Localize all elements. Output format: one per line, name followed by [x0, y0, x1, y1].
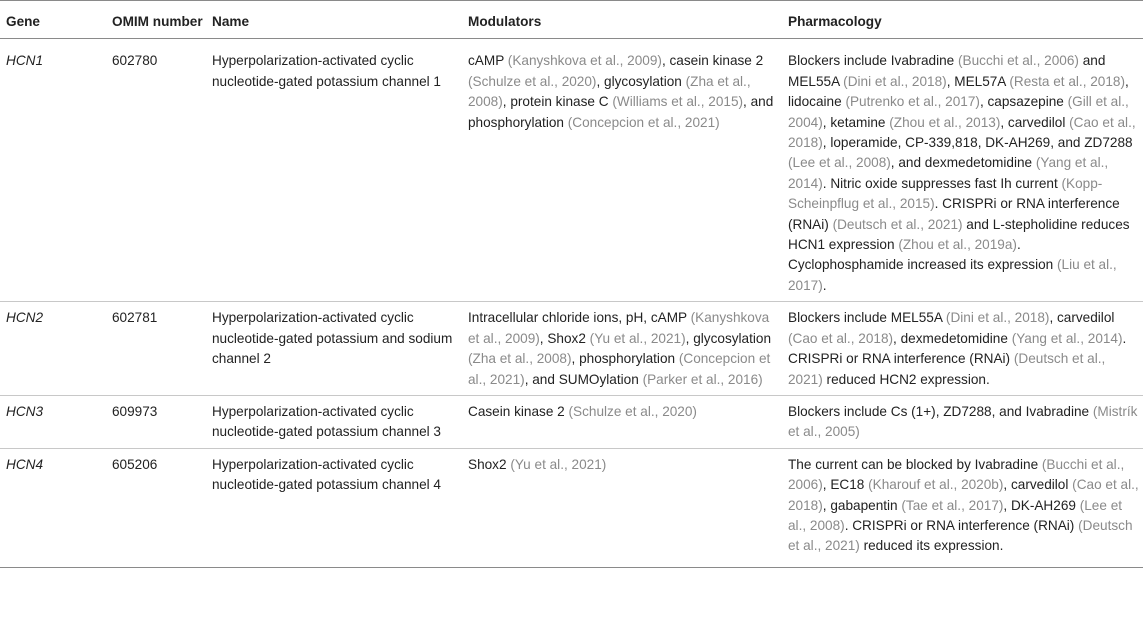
modulators-cell	[464, 395, 784, 448]
cell-text: , carvedilol	[1000, 114, 1070, 130]
cell-text: , carvedilol	[1003, 477, 1073, 493]
cell-text: , glycosylation	[596, 73, 686, 89]
citation-text: (Kanyshkova et al., 2009)	[468, 310, 770, 346]
gene-cell: HCN4	[0, 448, 108, 567]
citation-text: (Williams et al., 2015)	[612, 94, 744, 110]
cell-text: , lidocaine	[788, 73, 1129, 110]
citation-text: (Parker et al., 2016)	[642, 371, 763, 387]
citation-text: (Schulze et al., 2020)	[568, 403, 697, 419]
citation-text: (Lee et al., 2008)	[788, 497, 1123, 533]
citation-text: (Tae et al., 2017)	[901, 497, 1004, 513]
cell-text: , loperamide, CP-339,818, DK-AH269, and ZD7288	[822, 135, 1133, 151]
citation-text: (Yang et al., 2014)	[1011, 330, 1123, 346]
cell-text: .	[822, 277, 827, 293]
cell-text: , and dexmedetomidine	[890, 155, 1036, 171]
header-gene: Gene	[0, 1, 108, 39]
cell-text: reduced HCN2 expression.	[822, 371, 990, 387]
citation-text: (Deutsch et al., 2021)	[832, 216, 963, 232]
cell-text: , and SUMOylation	[524, 371, 643, 387]
cell-text: Blockers include MEL55A	[788, 310, 946, 326]
citation-text: (Bucchi et al., 2006)	[958, 53, 1079, 69]
citation-text: (Mistrík et al., 2005)	[788, 403, 1138, 440]
cell-text: , Shox2	[539, 330, 590, 346]
citation-text: (Yu et al., 2021)	[510, 456, 607, 472]
cell-text: . CRISPRi or RNA interference (RNAi)	[788, 330, 1127, 367]
citation-text: (Liu et al., 2017)	[788, 257, 1117, 293]
header-modulators: Modulators	[464, 1, 784, 39]
gene-cell: HCN1	[0, 39, 108, 302]
table-header	[0, 1, 1143, 39]
citation-text: (Zhou et al., 2013)	[889, 114, 1001, 130]
cell-text: , protein kinase C	[502, 94, 613, 110]
table-row	[0, 448, 1143, 567]
omim-number-cell: 609973	[108, 395, 208, 448]
citation-text: (Resta et al., 2018)	[1009, 73, 1126, 89]
citation-text: (Yang et al., 2014)	[788, 155, 1109, 191]
cell-text: , EC18	[822, 477, 869, 493]
cell-text: Shox2	[468, 456, 511, 472]
citation-text: (Bucchi et al., 2006)	[788, 456, 1125, 493]
cell-text: cAMP	[468, 53, 508, 69]
modulators-cell	[464, 302, 784, 396]
table-body	[0, 39, 1143, 567]
cell-text: and MEL55A	[788, 53, 1106, 89]
cell-text: , carvedilol	[1049, 310, 1115, 326]
header-name: Name	[208, 1, 464, 39]
table-row	[0, 302, 1143, 396]
header-omim-number: OMIM number	[108, 1, 208, 39]
cell-text: , phosphorylation	[571, 351, 679, 367]
cell-text: reduced its expression.	[859, 538, 1004, 554]
gene-cell: HCN2	[0, 302, 108, 396]
gene-cell: HCN3	[0, 395, 108, 448]
cell-text: , ketamine	[822, 114, 890, 130]
citation-text: (Yu et al., 2021)	[589, 330, 686, 346]
name-cell: Hyperpolarization-activated cyclic nucleotide-gated potassium channel 4	[208, 448, 464, 567]
cell-text: The current can be blocked by Ivabradine	[788, 456, 1042, 472]
header-pharmacology: Pharmacology	[784, 1, 1143, 39]
citation-text: (Concepcion et al., 2021)	[567, 114, 720, 130]
cell-text: , glycosylation	[685, 330, 772, 346]
citation-text: (Dini et al., 2018)	[945, 310, 1050, 326]
citation-text: (Zhou et al., 2019a)	[898, 237, 1017, 253]
cell-text: , dexmedetomidine	[893, 330, 1012, 346]
cell-text: , DK-AH269	[1003, 497, 1080, 513]
cell-text: and L-stepholidine reduces HCN1 expression	[788, 216, 1130, 253]
citation-text: (Concepcion et al., 2021)	[468, 351, 771, 387]
cell-text: . Cyclophosphamide increased its expression	[788, 237, 1057, 273]
cell-text: Casein kinase 2	[468, 403, 569, 419]
name-cell: Hyperpolarization-activated cyclic nucleotide-gated potassium and sodium channel 2	[208, 302, 464, 396]
cell-text: , and phosphorylation	[468, 94, 774, 130]
citation-text: (Zha et al., 2008)	[468, 351, 572, 367]
citation-text: (Zha et al., 2008)	[468, 73, 751, 110]
citation-text: (Kharouf et al., 2020b)	[868, 477, 1004, 493]
citation-text: (Deutsch et al., 2021)	[788, 351, 1106, 387]
cell-text: , gabapentin	[822, 497, 902, 513]
cell-text: Intracellular chloride ions, pH, cAMP	[468, 310, 691, 326]
name-cell: Hyperpolarization-activated cyclic nucleotide-gated potassium channel 1	[208, 39, 464, 302]
citation-text: (Putrenko et al., 2017)	[845, 94, 980, 110]
citation-text: (Cao et al., 2018)	[788, 114, 1136, 151]
pharmacology-cell	[784, 448, 1143, 567]
cell-text: Blockers include Ivabradine	[788, 53, 959, 69]
modulators-cell	[464, 39, 784, 302]
cell-text: , casein kinase 2	[661, 53, 764, 69]
omim-number-cell: 605206	[108, 448, 208, 567]
cell-text: , capsazepine	[979, 94, 1068, 110]
citation-text: (Dini et al., 2018)	[843, 73, 947, 89]
table-row	[0, 395, 1143, 448]
omim-number-cell: 602781	[108, 302, 208, 396]
modulators-cell	[464, 448, 784, 567]
omim-number-cell: 602780	[108, 39, 208, 302]
cell-text: . CRISPRi or RNA interference (RNAi)	[844, 517, 1079, 533]
citation-text: (Gill et al., 2004)	[788, 94, 1129, 130]
cell-text: . Nitric oxide suppresses fast Ih current	[822, 175, 1062, 191]
citation-text: (Kanyshkova et al., 2009)	[507, 53, 662, 69]
citation-text: (Cao et al., 2018)	[788, 477, 1139, 513]
citation-text: (Kopp-Scheinpflug et al., 2015)	[788, 175, 1103, 212]
cell-text: . CRISPRi or RNA interference (RNAi)	[788, 196, 1120, 232]
citation-text: (Lee et al., 2008)	[788, 155, 891, 171]
citation-text: (Deutsch et al., 2021)	[788, 517, 1133, 554]
pharmacology-cell	[784, 395, 1143, 448]
citation-text: (Schulze et al., 2020)	[468, 73, 597, 89]
name-cell: Hyperpolarization-activated cyclic nucleotide-gated potassium channel 3	[208, 395, 464, 448]
pharmacology-cell	[784, 302, 1143, 396]
pharmacology-cell	[784, 39, 1143, 302]
cell-text: , MEL57A	[946, 73, 1010, 89]
citation-text: (Cao et al., 2018)	[788, 330, 894, 346]
header-row	[0, 1, 1143, 39]
table-row	[0, 39, 1143, 302]
cell-text: Blockers include Cs (1+), ZD7288, and Ivabradine	[788, 403, 1093, 419]
